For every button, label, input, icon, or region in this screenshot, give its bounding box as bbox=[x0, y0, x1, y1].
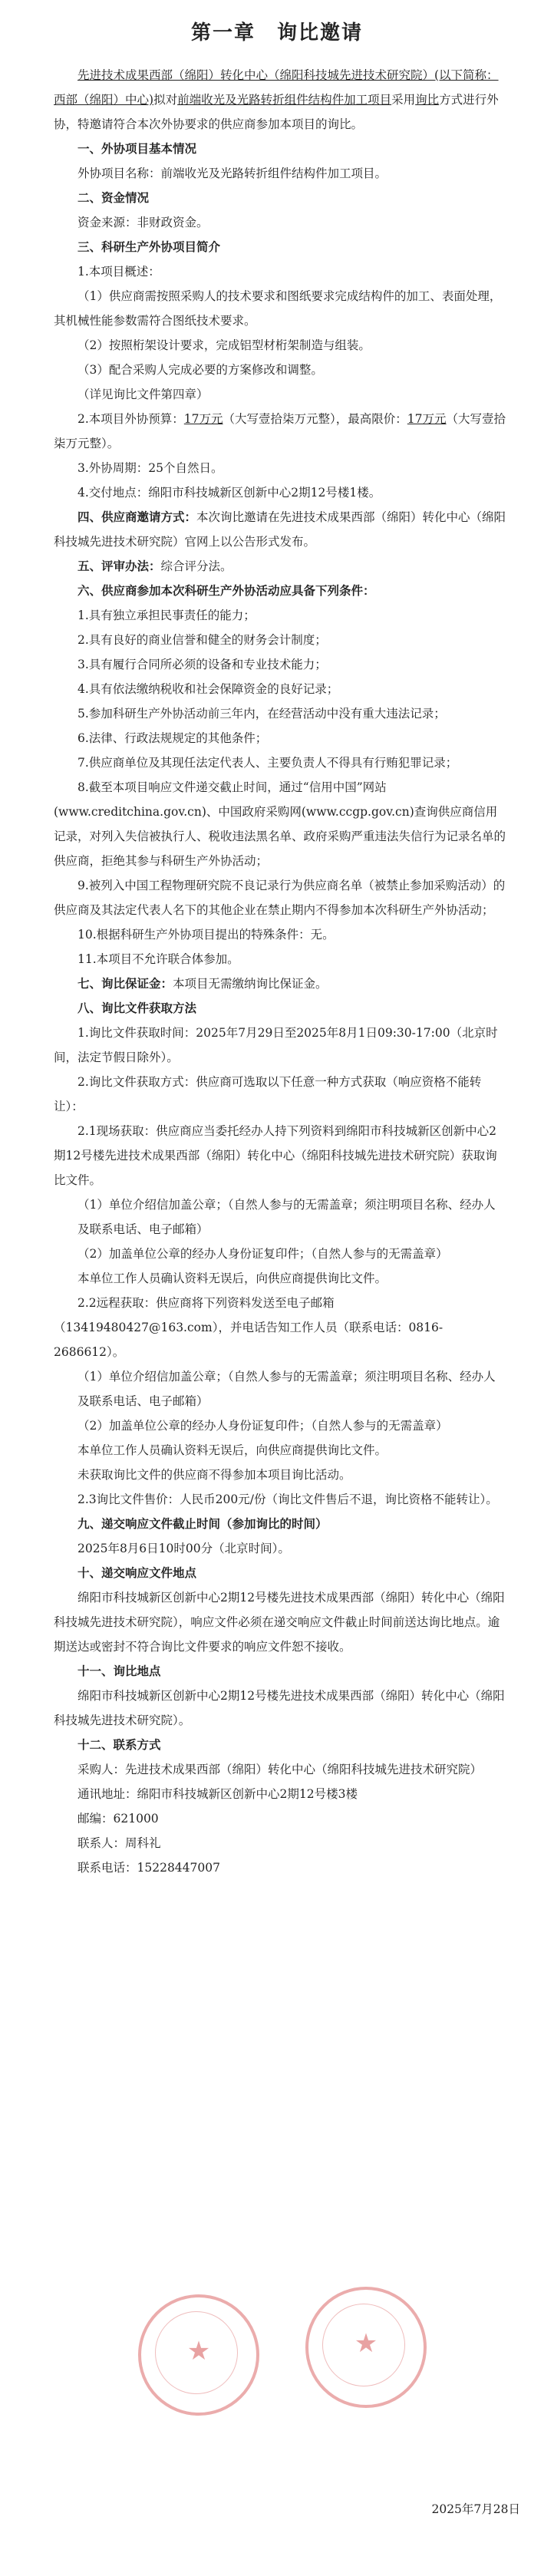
section-6-heading: 六、供应商参加本次科研生产外协活动应具备下列条件： bbox=[77, 584, 375, 598]
contact-person: 联系人：周科礼 bbox=[77, 1836, 161, 1850]
project-name: 外协项目名称：前端收光及光路转折组件结构件加工项目。 bbox=[77, 167, 387, 180]
section-12-heading: 十二、联系方式 bbox=[77, 1738, 161, 1752]
onsite-item-1: （1）单位介绍信加盖公章；（自然人参与的无需盖章；须注明项目名称、经办人及联系电话、电子邮箱） bbox=[77, 1198, 496, 1236]
section-2-heading: 二、资金情况 bbox=[77, 191, 150, 205]
max-price: 17万元 bbox=[407, 412, 447, 426]
section-7-heading: 七、询比保证金： bbox=[77, 977, 173, 991]
onsite-note: 本单位工作人员确认资料无误后，向供应商提供询比文件。 bbox=[77, 1272, 387, 1285]
condition-item: 10.根据科研生产外协项目提出的特殊条件：无。 bbox=[77, 928, 335, 942]
intro-org: 先进技术成果西部（绵阳）转化中心（绵阳科技城先进技术研究院）(以下简称：西部（绵阳）中心) bbox=[54, 68, 499, 107]
budget-paragraph: 2.本项目外协预算：17万元（大写壹拾柒万元整），最高限价：17万元（大写壹拾柒万元整）。 bbox=[54, 412, 506, 450]
condition-item: 3.具有履行合同所必须的设备和专业技术能力； bbox=[77, 658, 327, 671]
period: 3.外协周期：25个自然日。 bbox=[77, 461, 223, 475]
intro-method: 询比 bbox=[415, 93, 440, 107]
delivery-place: 4.交付地点：绵阳市科技城新区创新中心2期12号楼1楼。 bbox=[77, 486, 381, 500]
condition-item: 2.具有良好的商业信誉和健全的财务会计制度； bbox=[77, 633, 327, 647]
section-5-heading: 五、评审办法： bbox=[77, 559, 161, 573]
condition-item: 11.本项目不允许联合体参加。 bbox=[77, 952, 239, 966]
overview-item-2: （2）按照桁架设计要求，完成铝型材桁架制造与组装。 bbox=[77, 338, 371, 352]
intro-project: 前端收光及光路转折组件结构件加工项目 bbox=[177, 93, 392, 107]
condition-item: 6.法律、行政法规规定的其他条件； bbox=[77, 731, 268, 745]
remote-item-2: （2）加盖单位公章的经办人身份证复印件；（自然人参与的无需盖章） bbox=[77, 1419, 448, 1433]
section-10-heading: 十、递交响应文件地点 bbox=[77, 1566, 197, 1580]
page-title: 第一章 询比邀请 bbox=[190, 21, 363, 45]
seal-star-icon: ★ bbox=[354, 2328, 378, 2359]
remote-item-1: （1）单位介绍信加盖公章；（自然人参与的无需盖章；须注明项目名称、经办人及联系电话、电子邮箱） bbox=[77, 1370, 496, 1408]
remote-note: 本单位工作人员确认资料无误后，向供应商提供询比文件。 bbox=[77, 1443, 387, 1457]
address: 通讯地址：绵阳市科技城新区创新中心2期12号楼3楼 bbox=[77, 1787, 358, 1801]
overview-item-1: （1）供应商需按照采购人的技术要求和图纸要求完成结构件的加工、表面处理，其机械性能参数需符合图纸技术要求。 bbox=[54, 289, 502, 328]
budget-amount: 17万元 bbox=[183, 412, 223, 426]
condition-item: 5.参加科研生产外协活动前三年内，在经营活动中没有重大违法记录； bbox=[77, 707, 446, 721]
contact-phone: 联系电话：15228447007 bbox=[77, 1861, 220, 1875]
remote-note-2: 未获取询比文件的供应商不得参加本项目询比活动。 bbox=[77, 1468, 351, 1482]
overview-item-4: （详见询比文件第四章） bbox=[77, 388, 209, 401]
section-7: 七、询比保证金：本项目无需缴纳询比保证金。 bbox=[77, 977, 328, 991]
document-body bbox=[54, 63, 506, 1880]
section-8-heading: 八、询比文件获取方法 bbox=[77, 1001, 197, 1015]
overview-label: 1.本项目概述： bbox=[77, 265, 160, 279]
submit-place: 绵阳市科技城新区创新中心2期12号楼先进技术成果西部（绵阳）转化中心（绵阳科技城先进技术研究院），响应文件必须在递交响应文件截止时间前送达询比地点。逾期送达或密封不符合询比文件要求的响应文件恕不接收。 bbox=[54, 1591, 505, 1654]
section-9-heading: 九、递交响应文件截止时间（参加询比的时间） bbox=[77, 1517, 328, 1531]
section-4: 四、供应商邀请方式：本次询比邀请在先进技术成果西部（绵阳）转化中心（绵阳科技城先进技术研究院）官网上以公告形式发布。 bbox=[54, 510, 506, 549]
section-1-heading: 一、外协项目基本情况 bbox=[77, 142, 197, 156]
section-11-heading: 十一、询比地点 bbox=[77, 1664, 161, 1678]
onsite-obtain: 2.1现场获取：供应商应当委托经办人持下列资料到绵阳市科技城新区创新中心2期12号楼先进技术成果西部（绵阳）转化中心（绵阳科技城先进技术研究院）获取询比文件。 bbox=[54, 1124, 497, 1187]
buyer: 采购人：先进技术成果西部（绵阳）转化中心（绵阳科技城先进技术研究院） bbox=[77, 1763, 483, 1776]
inquiry-place: 绵阳市科技城新区创新中心2期12号楼先进技术成果西部（绵阳）转化中心（绵阳科技城先进技术研究院）。 bbox=[54, 1689, 505, 1727]
intro-paragraph: 先进技术成果西部（绵阳）转化中心（绵阳科技城先进技术研究院）(以下简称：西部（绵阳）中心)拟对前端收光及光路转折组件结构件加工项目采用询比方式进行外协，特邀请符合本次外协要求的供应商参加本项目的询比。 bbox=[54, 68, 499, 131]
condition-item: 9.被列入中国工程物理研究院不良记录行为供应商名单（被禁止参加采购活动）的供应商及其法定代表人名下的其他企业在禁止期内不得参加本次科研生产外协活动； bbox=[54, 879, 506, 917]
deadline: 2025年8月6日10时00分（北京时间）。 bbox=[77, 1542, 290, 1555]
fund-source: 资金来源：非财政资金。 bbox=[77, 216, 209, 229]
remote-obtain: 2.2远程获取：供应商将下列资料发送至电子邮箱（13419480427@163.com），并电话告知工作人员（联系电话：0816-2686612）。 bbox=[54, 1296, 444, 1359]
obtain-method: 2.询比文件获取方式：供应商可选取以下任意一种方式获取（响应资格不能转让）： bbox=[54, 1075, 482, 1113]
doc-price: 2.3询比文件售价：人民币200元/份（询比文件售后不退，询比资格不能转让）。 bbox=[77, 1492, 498, 1506]
section-5: 五、评审办法：综合评分法。 bbox=[77, 559, 232, 573]
official-seal-left bbox=[138, 2294, 259, 2416]
onsite-item-2: （2）加盖单位公章的经办人身份证复印件；（自然人参与的无需盖章） bbox=[77, 1247, 448, 1261]
condition-item: 1.具有独立承担民事责任的能力； bbox=[77, 609, 256, 622]
condition-item: 4.具有依法缴纳税收和社会保障资金的良好记录； bbox=[77, 682, 339, 696]
seal-star-icon: ★ bbox=[186, 2336, 211, 2367]
condition-item: 7.供应商单位及其现任法定代表人、主要负责人不得具有行贿犯罪记录； bbox=[77, 756, 458, 770]
obtain-time: 1.询比文件获取时间：2025年7月29日至2025年8月1日09:30-17:00（北京时间，法定节假日除外）。 bbox=[54, 1026, 498, 1064]
official-seal-right bbox=[305, 2287, 427, 2408]
document-date: 2025年7月28日 bbox=[431, 2502, 520, 2516]
section-3-heading: 三、科研生产外协项目简介 bbox=[77, 240, 221, 254]
condition-item: 8.截至本项目响应文件递交截止时间，通过“信用中国”网站(www.creditchina.gov.cn)、中国政府采购网(www.ccgp.gov.cn)查询供应商信用记录，对列入失信被执行人、税收违法黑名单、政府采购严重违法失信行为记录名单的供应商，拒绝其参与科研生产外协活动； bbox=[54, 780, 506, 868]
overview-item-3: （3）配合采购人完成必要的方案修改和调整。 bbox=[77, 363, 323, 377]
zip-code: 邮编：621000 bbox=[77, 1812, 159, 1826]
section-4-heading: 四、供应商邀请方式： bbox=[77, 510, 197, 524]
